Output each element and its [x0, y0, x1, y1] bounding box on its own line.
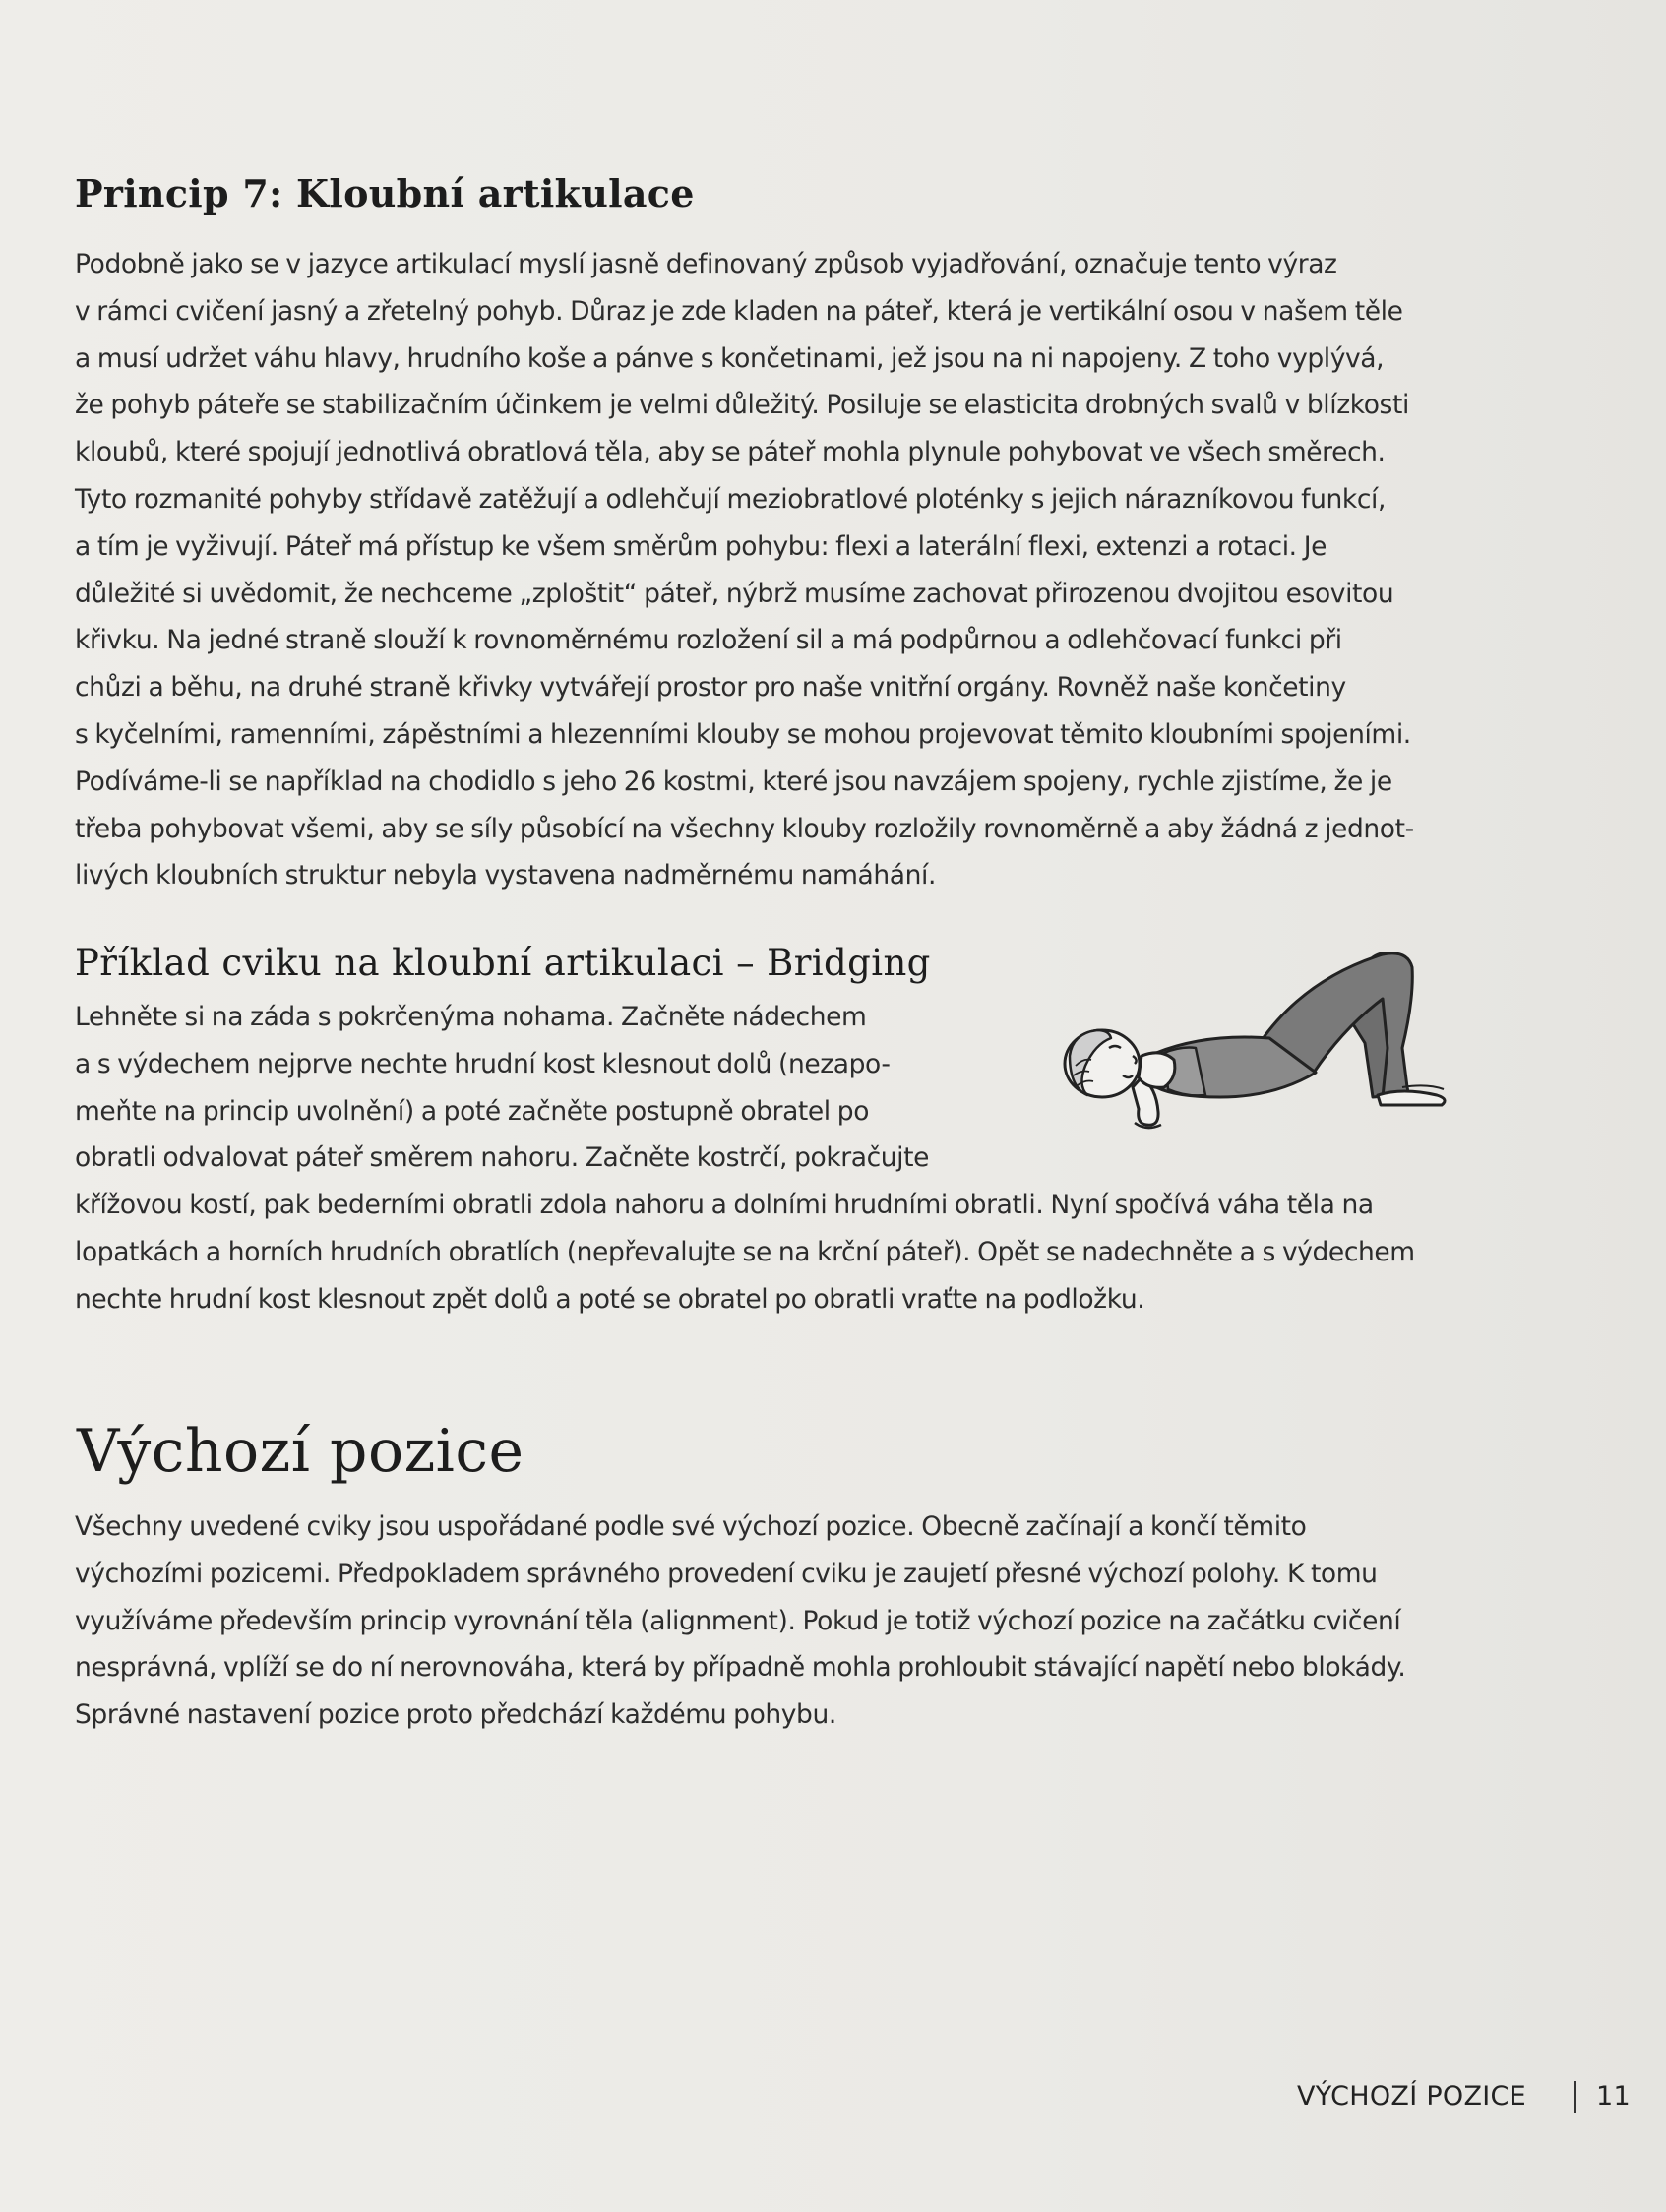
text-line: křížovou kostí, pak bederními obratli zdola nahoru a dolními hrudními obratli. Nyní spočívá váha těla na: [75, 1190, 1374, 1221]
text-line: Podíváme-li se například na chodidlo s jeho 26 kostmi, které jsou navzájem spojeny, rychle zjistíme, že je: [75, 766, 1392, 797]
text-line: obratli odvalovat páteř směrem nahoru. Začněte kostrčí, pokračujte: [75, 1142, 930, 1174]
paragraph-vychozi-pozice: [75, 1504, 1405, 1739]
example-heading-bridging: Příklad cviku na kloubní artikulaci – Bridging: [75, 942, 931, 984]
section-heading-vychozi-pozice: Výchozí pozice: [77, 1417, 524, 1486]
text-line: a tím je vyživují. Páteř má přístup ke všem směrům pohybu: flexi a laterální flexi, extenzi a rotaci. Je: [75, 530, 1327, 562]
text-line: a musí udržet váhu hlavy, hrudního koše a pánve s končetinami, jež jsou na ni napojeny. Z toho vyplývá,: [75, 342, 1385, 374]
bridging-exercise-illustration: [1048, 940, 1471, 1146]
text-line: důležité si uvědomit, že nechceme „zploštit“ páteř, nýbrž musíme zachovat přirozenou dvojitou esovitou: [75, 578, 1394, 609]
text-line: s kyčelními, ramenními, zápěstními a hlezenními klouby se mohou projevovat těmito kloubními spojeními.: [75, 718, 1411, 750]
text-line: výchozími pozicemi. Předpokladem správného provedení cviku je zaujetí přesné výchozí polohy. K tomu: [75, 1558, 1378, 1589]
running-footer-section: VÝCHOZÍ POZICE: [1297, 2081, 1527, 2112]
text-line: a s výdechem nejprve nechte hrudní kost klesnout dolů (nezapo-: [75, 1048, 891, 1079]
text-line: že pohyb páteře se stabilizačním účinkem je velmi důležitý. Posiluje se elasticita drobných svalů v blízkosti: [75, 390, 1409, 421]
text-line: livých kloubních struktur nebyla vystavena nadměrnému namáhání.: [75, 860, 937, 891]
text-line: v rámci cvičení jasný a zřetelný pohyb. Důraz je zde kladen na páteř, která je vertikální osou v našem těle: [75, 295, 1403, 327]
paragraph-kloubni-artikulace: [75, 241, 1414, 899]
text-line: Podobně jako se v jazyce artikulací myslí jasně definovaný způsob vyjadřování, označuje tento výraz: [75, 249, 1337, 279]
text-line: lopatkách a horních hrudních obratlích (nepřevalujte se na krční páteř). Opět se nadechněte a s výdechem: [75, 1236, 1415, 1267]
text-line: Správné nastavení pozice proto předchází každému pohybu.: [75, 1699, 836, 1731]
text-line: nesprávná, vplíží se do ní nerovnováha, která by případně mohla prohloubit stávající napětí nebo blokády.: [75, 1652, 1406, 1684]
page-number: 11: [1596, 2081, 1631, 2112]
text-line: Všechny uvedené cviky jsou uspořádané podle své výchozí pozice. Obecně začínají a končí těmito: [75, 1511, 1307, 1542]
text-line: křivku. Na jedné straně slouží k rovnoměrnému rozložení sil a má podpůrnou a odlehčovací funkci při: [75, 625, 1342, 656]
text-line: meňte na princip uvolnění) a poté začněte postupně obratel po: [75, 1095, 870, 1127]
text-line: Lehněte si na záda s pokrčenýma nohama. Začněte nádechem: [75, 1002, 867, 1032]
text-line: chůzi a běhu, na druhé straně křivky vytvářejí prostor pro naše vnitřní orgány. Rovněž naše končetiny: [75, 672, 1346, 704]
text-line: třeba pohybovat všemi, aby se síly působící na všechny klouby rozložily rovnoměrně a aby žádná z jednot-: [75, 813, 1414, 844]
text-line: kloubů, které spojují jednotlivá obratlová těla, aby se páteř mohla plynule pohybovat ve všech směrech.: [75, 437, 1386, 468]
text-line: nechte hrudní kost klesnout zpět dolů a poté se obratel po obratli vraťte na podložku.: [75, 1283, 1145, 1315]
footer-divider: [1574, 2081, 1576, 2113]
text-line: Tyto rozmanité pohyby střídavě zatěžují a odlehčují meziobratlové ploténky s jejich nárazníkovou funkcí,: [75, 483, 1386, 515]
page-footer: [1289, 2071, 1643, 2120]
text-line: využíváme především princip vyrovnání těla (alignment). Pokud je totiž výchozí pozice na začátku cvičení: [75, 1605, 1401, 1636]
section-heading-princip-7: Princip 7: Kloubní artikulace: [75, 171, 695, 215]
